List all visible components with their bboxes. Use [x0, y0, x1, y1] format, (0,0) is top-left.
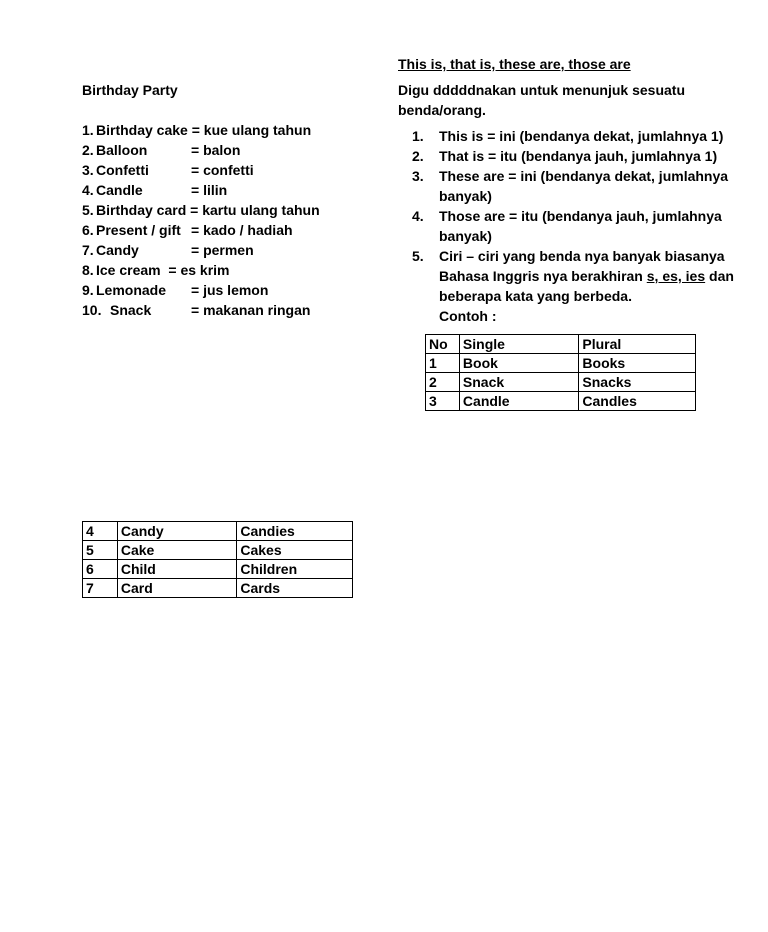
left-title: Birthday Party [82, 82, 178, 98]
list-item-cont: beberapa kata yang berbeda. [439, 288, 632, 304]
table-header-row: No Single Plural [426, 335, 696, 354]
table-row: 5 Cake Cakes [83, 541, 353, 560]
table-row: 7 Card Cards [83, 579, 353, 598]
section-heading: This is, that is, these are, those are [398, 56, 631, 72]
list-item: 6. Present / gift = kado / hadiah [82, 222, 293, 238]
list-item: 1. Birthday cake = kue ulang tahun [82, 122, 312, 138]
list-item: 9. Lemonade = jus lemon [82, 282, 269, 298]
plural-table [425, 334, 696, 411]
table-row: 1 Book Books [426, 354, 696, 373]
plural-table-continued [82, 521, 353, 598]
list-item: 3. Confetti = confetti [82, 162, 254, 178]
list-item-cont: banyak) [439, 188, 492, 204]
table-row: 2 Snack Snacks [426, 373, 696, 392]
list-item: 2. Balloon = balon [82, 142, 241, 158]
list-item: 10. Snack = makanan ringan [82, 302, 311, 318]
list-item-cont: banyak) [439, 228, 492, 244]
table-row: 3 Candle Candles [426, 392, 696, 411]
usage-list: 1. This is = ini (bendanya dekat, jumlahnya 1) 2. That is = itu (bendanya jauh, jumlahnya 1) 3. These are = ini (bendanya dekat, jumlahnya banyak) 4. Those are = itu (bendanya jauh, jumlahnya banyak) 5. Ciri – ciri yang benda nya banyak biasanya Bahasa Inggris nya berakhiran s, es, ies dan beberapa kata yang berbeda. Contoh : [412, 128, 734, 324]
list-item: 7. Candy = permen [82, 242, 254, 258]
example-label: Contoh : [439, 308, 497, 324]
table-row: 6 Child Children [83, 560, 353, 579]
list-item: 4. Candle = lilin [82, 182, 228, 198]
list-item: 5. Birthday card = kartu ulang tahun [82, 202, 320, 218]
intro-text: Digu dddddnakan untuk menunjuk sesuatu [398, 82, 686, 98]
list-item: 8. Ice cream = es krim [82, 262, 230, 278]
intro-text-cont: benda/orang. [398, 102, 486, 118]
table-row: 4 Candy Candies [83, 522, 353, 541]
list-item-cont: Bahasa Inggris nya berakhiran s, es, ies dan [439, 268, 734, 284]
